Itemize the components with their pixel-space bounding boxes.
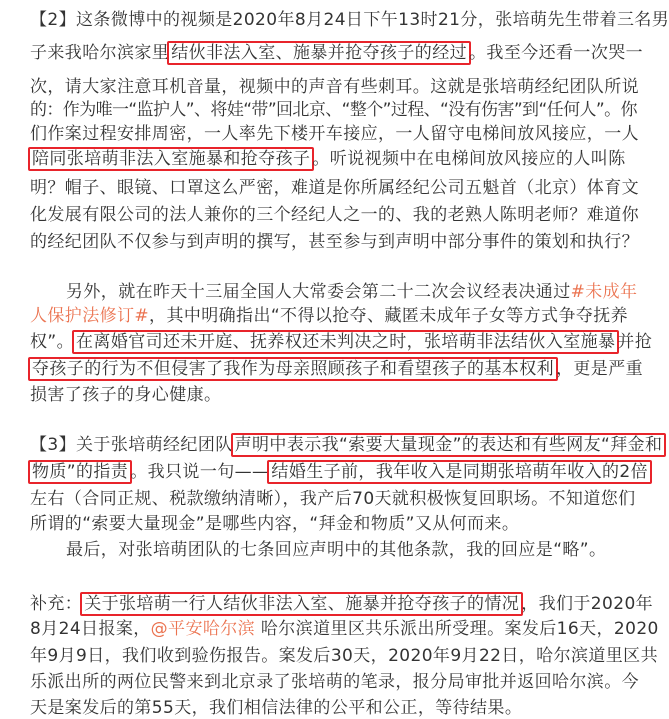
hashtag-link[interactable]: 人保护法修订# — [30, 306, 150, 326]
text-line: 补充： 关于张培萌一行人结伙非法入室、施暴并抢夺孩子的情况 ，我们于2020年 — [30, 594, 654, 614]
highlight-box: 声明中表示我“索要大量现金”的表达和有些网友“拜金和 — [231, 433, 667, 457]
text-line: 们作案过程安排周密，一人率先下楼开车接应，一人留守电梯间放风接应，一人 — [30, 124, 639, 144]
highlight-box: 关于张培萌一行人结伙非法入室、施暴并抢夺孩子的情况 — [80, 592, 523, 616]
text-line: 损害了孩子的身心健康。 — [30, 385, 222, 405]
text-line: 年9月9日，我们收到验伤报告。案发后30天，2020年9月22日，哈尔滨道里区共 — [30, 646, 658, 666]
highlight-box: 在离婚官司还未开庭、抚养权还未判决之时，张培萌非法结伙入室施暴 — [72, 330, 619, 354]
text-line: 次，请大家注意耳机音量，视频中的声音有些刺耳。这就是张培萌经纪团队所说 — [30, 77, 639, 97]
mention-link[interactable]: @平安哈尔滨 — [150, 619, 256, 639]
hashtag-link[interactable]: #未成年 — [570, 282, 638, 302]
text-line: 左右（合同正规、税款缴纳清晰），我产后70天就积极恢复回职场。不知道您们 — [30, 489, 636, 509]
text-line: 天是案发后的第55天，我们相信法律的公平和公正，等待结果。 — [30, 698, 523, 718]
text-line: 另外，就在昨天十三届全国人大常委会第二十二次会议经表决通过#未成年 — [66, 282, 638, 302]
text-line: 的经纪团队不仅参与到声明的撰写，甚至参与到声明中部分事件的策划和执行？ — [30, 232, 639, 252]
highlight-box: 陪同张培萌非法入室施暴和抢夺孩子 — [28, 147, 314, 171]
text-line: 【2】这条微博中的视频是2020年8月24日下午13时21分，张培萌先生带着三名男 — [30, 10, 669, 30]
text-line: 化发展有限公司的法人兼你的三个经纪人之一的、我的老熟人陈明老师？难道你 — [30, 205, 639, 225]
text-line: 的：作为唯一“监护人”、将娃“带”回北京、“整个”过程、“没有伤害”到“任何人”。你 — [30, 100, 637, 120]
text-line: 明？帽子、眼镜、口罩这么严密，难道是你所属经纪公司五魁首（北京）体育文 — [30, 178, 639, 198]
text-line: 夺孩子的行为不但侵害了我作为母亲照顾孩子和看望孩子的基本权利 ，更是严重 — [30, 358, 643, 380]
text-line: 人保护法修订#，其中明确指出“不得以抢夺、藏匿未成年子女等方式争夺抚养 — [30, 306, 629, 326]
text-line: 所谓的“索要大量现金”是哪些内容，“拜金和物质”又从何而来。 — [30, 514, 520, 534]
highlight-box: 结伙非法入室、施暴并抢夺孩子的经过 — [167, 41, 471, 65]
text-line: 8月24日报案，@平安哈尔滨 哈尔滨道里区共乐派出所受理。案发后16天，2020 — [30, 619, 659, 639]
highlight-box: 物质”的指责 — [28, 460, 132, 484]
text-line: 物质”的指责 。我只说一句—— 结婚生子前，我年收入是同期张培萌年收入的2倍 — [30, 461, 650, 483]
text-line: 【3】关于张培萌经纪团队 声明中表示我“索要大量现金”的表达和有些网友“拜金和 — [30, 434, 664, 456]
text-line: 陪同张培萌非法入室施暴和抢夺孩子 。听说视频中在电梯间放风接应的人叫陈 — [30, 148, 626, 170]
highlight-box: 结婚生子前，我年收入是同期张培萌年收入的2倍 — [267, 460, 652, 484]
text-line: 权”。 在离婚官司还未开庭、抚养权还未判决之时，张培萌非法结伙入室施暴 并抢 — [30, 332, 653, 352]
text-line: 乐派出所的两位民警来到北京录了张培萌的笔录，报分局审批并返回哈尔滨。今 — [30, 672, 639, 692]
text-line: 最后，对张培萌团队的七条回应声明中的其他条款，我的回应是“略”。 — [66, 540, 607, 560]
text-line: 子来我哈尔滨家里 结伙非法入室、施暴并抢夺孩子的经过 。我至今还看一次哭一 — [30, 43, 644, 63]
highlight-box: 夺孩子的行为不但侵害了我作为母亲照顾孩子和看望孩子的基本权利 — [28, 357, 558, 381]
